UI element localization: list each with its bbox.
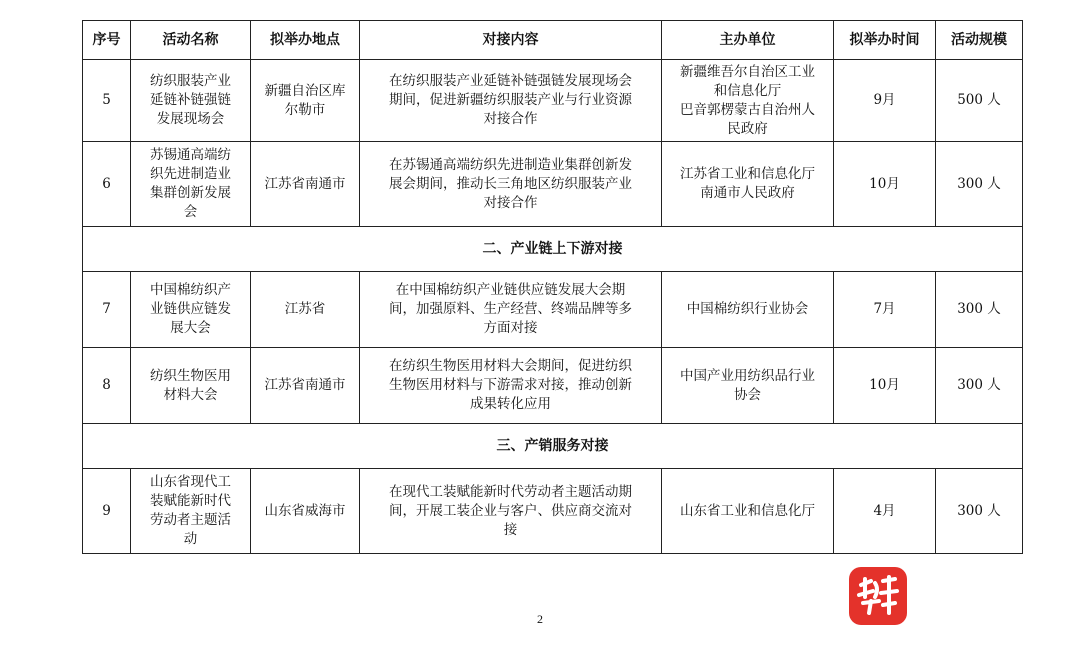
- section-title: 二、产业链上下游对接: [83, 227, 1023, 272]
- cell-name: [131, 348, 251, 424]
- header-no: 序号: [83, 21, 131, 60]
- header-name: 活动名称: [131, 21, 251, 60]
- header-content: 对接内容: [360, 21, 662, 60]
- cell-scale: 300 人: [936, 142, 1023, 227]
- cell-time: 4月: [834, 469, 936, 554]
- cell-line: 方面对接: [483, 320, 538, 336]
- table-row: [83, 142, 1023, 227]
- cell-line: 发展现场会: [156, 111, 225, 127]
- cell-time: 10月: [834, 348, 936, 424]
- cell-line: 间，开展工装企业与客户、供应商交流对: [389, 502, 632, 519]
- activity-table: [82, 20, 1023, 554]
- page-number: 2: [537, 612, 543, 626]
- cell-line: 间，加强原料、生产经营、终端品牌等多: [389, 301, 632, 317]
- cell-location: [251, 469, 360, 554]
- cell-line: 劳动者主题活: [150, 512, 231, 528]
- cell-line: 山东省威海市: [264, 502, 346, 519]
- cell-name: [131, 142, 251, 227]
- cell-line: 纺织服装产业: [150, 73, 231, 89]
- cell-line: 新疆自治区库: [264, 82, 346, 99]
- table-row: [83, 348, 1023, 424]
- cell-line: 中国棉纺织产: [150, 282, 231, 298]
- cell-line: 和信息化厅: [713, 82, 782, 99]
- cell-line: 对接合作: [483, 194, 538, 211]
- cell-organizer: [662, 60, 834, 142]
- cell-line: 织先进制造业: [150, 166, 231, 182]
- cell-organizer: [662, 348, 834, 424]
- cell-no: 8: [83, 348, 131, 424]
- section-row: [83, 424, 1023, 469]
- cell-line: 山东省工业和信息化厅: [680, 502, 815, 519]
- cell-line: 装赋能新时代: [150, 493, 231, 509]
- cell-location: [251, 272, 360, 348]
- cell-line: 展会期间，推动长三角地区纺织服装产业: [389, 175, 632, 192]
- cell-line: 苏锡通高端纺: [150, 147, 231, 163]
- table-header-row: [83, 21, 1023, 60]
- cell-location: [251, 60, 360, 142]
- cell-line: 延链补链强链: [150, 92, 231, 108]
- cell-no: 5: [83, 60, 131, 142]
- header-organizer: 主办单位: [662, 21, 834, 60]
- cell-line: 南通市人民政府: [700, 185, 795, 201]
- table-row: [83, 60, 1023, 142]
- cell-line: 协会: [734, 386, 761, 403]
- cell-name: [131, 272, 251, 348]
- section-row: [83, 227, 1023, 272]
- cell-line: 期间，促进新疆纺织服装产业与行业资源: [389, 92, 632, 108]
- cell-time: 7月: [834, 272, 936, 348]
- cell-scale: 300 人: [936, 272, 1023, 348]
- cell-organizer: [662, 469, 834, 554]
- cell-line: 会: [183, 204, 198, 220]
- cell-scale: 500 人: [936, 60, 1023, 142]
- cell-line: 业链供应链发: [150, 301, 231, 317]
- cell-line: 在纺织生物医用材料大会期间，促进纺织: [389, 358, 632, 374]
- cell-time: 10月: [834, 142, 936, 227]
- cell-no: 9: [83, 469, 131, 554]
- cell-line: 展大会: [170, 320, 211, 336]
- section-title: 三、产销服务对接: [83, 424, 1023, 469]
- cell-name: [131, 60, 251, 142]
- cell-line: 山东省现代工: [150, 474, 231, 490]
- cell-line: 中国棉纺织行业协会: [686, 301, 809, 317]
- header-time: 拟举办时间: [834, 21, 936, 60]
- cell-line: 动: [183, 531, 198, 547]
- cell-time: 9月: [834, 60, 936, 142]
- cell-line: 巴音郭楞蒙古自治州人: [680, 101, 815, 118]
- cell-location: [251, 348, 360, 424]
- cell-line: 中国产业用纺织品行业: [680, 367, 815, 384]
- cell-name: [131, 469, 251, 554]
- cell-line: 新疆维吾尔自治区工业: [680, 63, 815, 80]
- cell-line: 江苏省南通市: [264, 175, 346, 192]
- cell-line: 民政府: [727, 120, 768, 137]
- cell-line: 材料大会: [163, 386, 218, 403]
- cell-content: [360, 272, 662, 348]
- cell-line: 江苏省: [284, 301, 326, 317]
- table-row: [83, 469, 1023, 554]
- cell-organizer: [662, 142, 834, 227]
- cell-line: 江苏省工业和信息化厅: [680, 166, 815, 182]
- cell-line: 在纺织服装产业延链补链强链发展现场会: [389, 73, 632, 89]
- cell-content: [360, 469, 662, 554]
- cell-no: 6: [83, 142, 131, 227]
- cell-line: 尔勒市: [284, 101, 326, 118]
- cell-line: 对接合作: [483, 111, 538, 127]
- cell-line: 江苏省南通市: [264, 377, 346, 393]
- cell-line: 在现代工装赋能新时代劳动者主题活动期: [389, 483, 632, 500]
- header-location: 拟举办地点: [251, 21, 360, 60]
- cell-line: 生物医用材料与下游需求对接，推动创新: [389, 377, 632, 393]
- cell-scale: 300 人: [936, 348, 1023, 424]
- cell-line: 集群创新发展: [150, 185, 231, 201]
- cell-line: 纺织生物医用: [150, 367, 231, 384]
- cell-scale: 300 人: [936, 469, 1023, 554]
- header-scale: 活动规模: [936, 21, 1023, 60]
- cell-content: [360, 142, 662, 227]
- cell-content: [360, 60, 662, 142]
- cell-line: 在中国棉纺织产业链供应链发展大会期: [395, 282, 626, 298]
- cell-no: 7: [83, 272, 131, 348]
- cell-organizer: [662, 272, 834, 348]
- cell-line: 接: [503, 521, 518, 538]
- cell-content: [360, 348, 662, 424]
- table-row: [83, 272, 1023, 348]
- cell-line: 在苏锡通高端纺织先进制造业集群创新发: [389, 156, 632, 173]
- cell-location: [251, 142, 360, 227]
- cell-line: 成果转化应用: [470, 396, 551, 412]
